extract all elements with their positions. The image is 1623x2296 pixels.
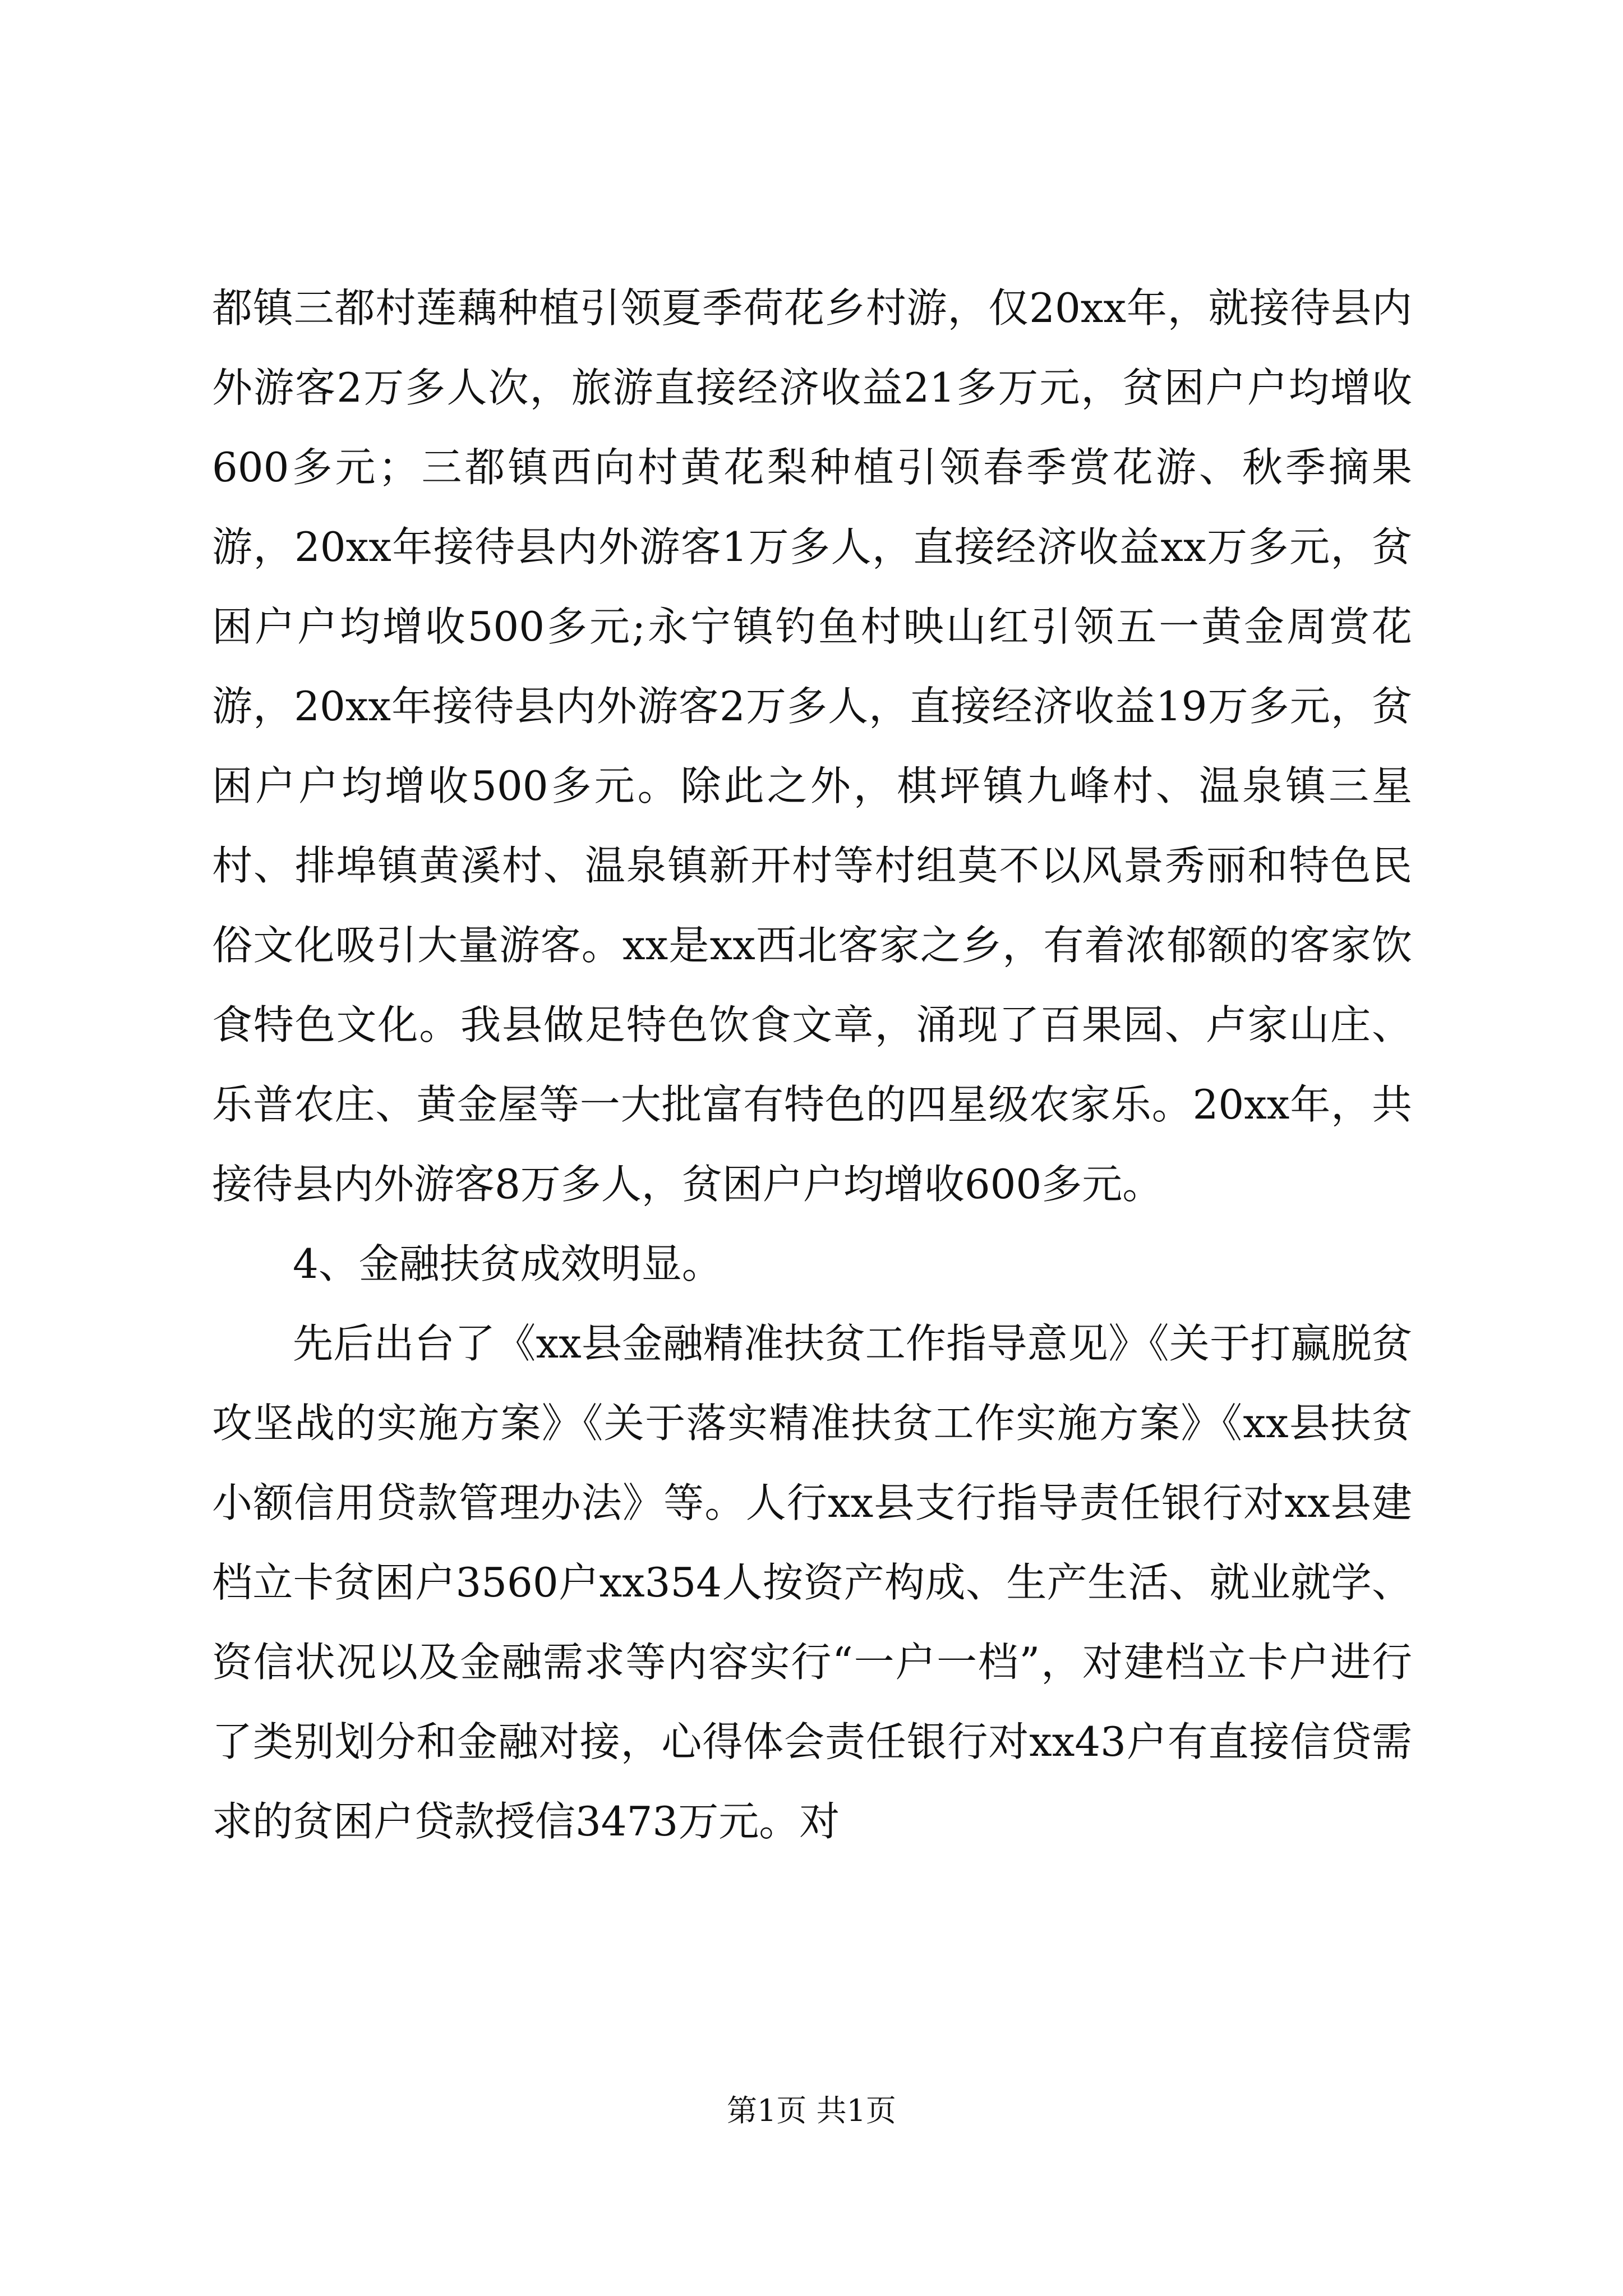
page-footer: 第1页 共1页 <box>727 2093 896 2128</box>
paragraph-financial-policies: 先后出台了《xx县金融精准扶贫工作指导意见》《关于打赢脱贫攻坚战的实施方案》《关于落实精准扶贫工作实施方案》《xx县扶贫小额信用贷款管理办法》等。人行xx县支行指导责任银行对xx县建档立卡贫困户3560户xx354人按资产构成、生产生活、就业就学、资信状况以及金融需求等内容实行“一户一档”，对建档立卡户进行了类别划分和金融对接，心得体会责任银行对xx43户有直接信贷需求的贫困户贷款授信3473万元。对 <box>212 1320 1412 1845</box>
document-body <box>212 268 1412 1861</box>
section-heading-financial-poverty-alleviation: 4、金融扶贫成效明显。 <box>293 1240 722 1287</box>
paragraph-tourism-income: 都镇三都村莲藕种植引领夏季荷花乡村游，仅20xx年，就接待县内外游客2万多人次，旅游直接经济收益21多万元，贫困户户均增收600多元；三都镇西向村黄花梨种植引领春季赏花游、秋季摘果游，20xx年接待县内外游客1万多人，直接经济收益xx万多元，贫困户户均增收500多元;永宁镇钓鱼村映山红引领五一黄金周赏花游，20xx年接待县内外游客2万多人，直接经济收益19万多元，贫困户户均增收500多元。除此之外，棋坪镇九峰村、温泉镇三星村、排埠镇黄溪村、温泉镇新开村等村组莫不以风景秀丽和特色民俗文化吸引大量游客。xx是xx西北客家之乡，有着浓郁额的客家饮食特色文化。我县做足特色饮食文章，涌现了百果园、卢家山庄、乐普农庄、黄金屋等一大批富有特色的四星级农家乐。20xx年，共接待县内外游客8万多人，贫困户户均增收600多元。 <box>212 284 1412 1208</box>
